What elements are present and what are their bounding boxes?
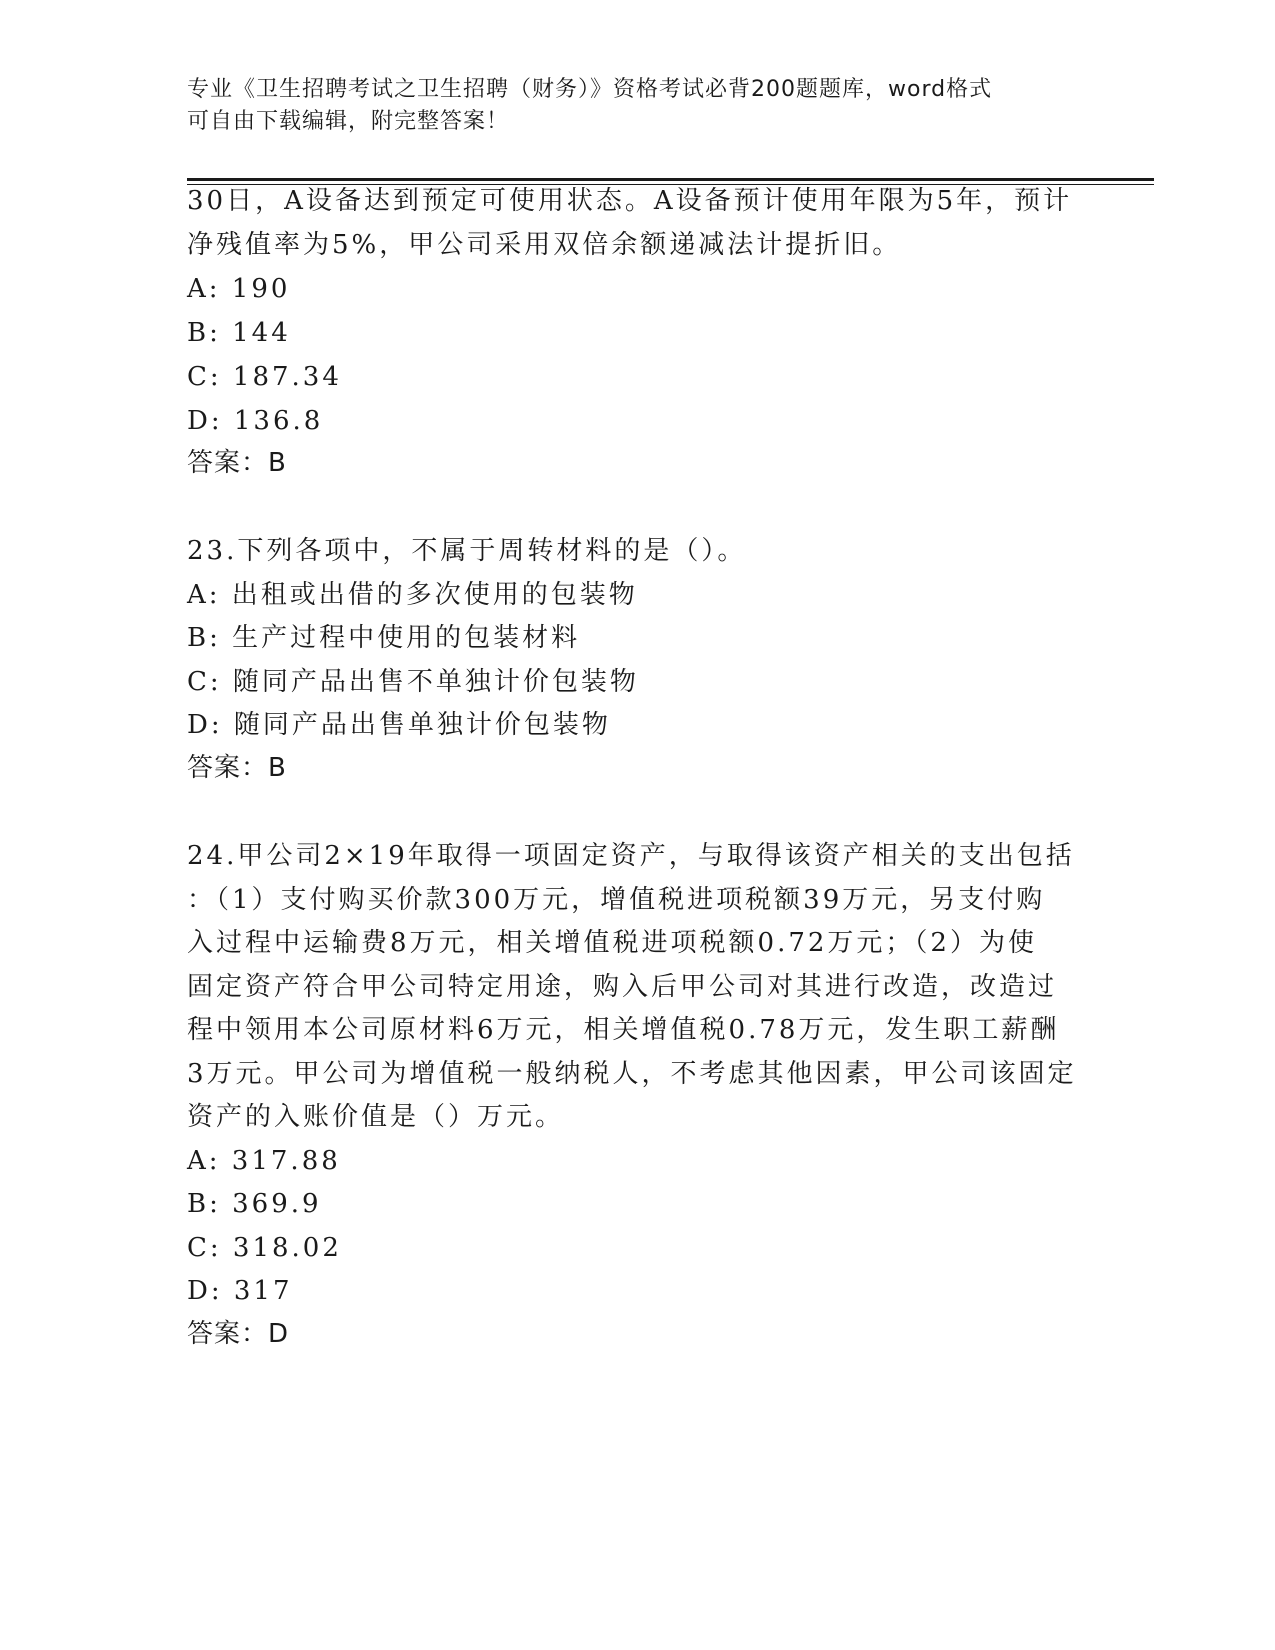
q24-text-line-1: 24.甲公司2×19年取得一项固定资产，与取得该资产相关的支出包括 <box>187 841 1075 871</box>
q22-option-b: B: 144 <box>187 318 291 348</box>
q23-option-a: A: 出租或出借的多次使用的包装物 <box>187 580 638 610</box>
q24-option-c: C: 318.02 <box>187 1233 342 1263</box>
q22-option-d: D: 136.8 <box>187 406 324 436</box>
header-divider-thick <box>187 178 1154 181</box>
q24-text-line-6: 3万元。甲公司为增值税一般纳税人，不考虑其他因素，甲公司该固定 <box>187 1059 1077 1089</box>
q22-answer: 答案：B <box>187 448 287 478</box>
q24-option-a: A: 317.88 <box>187 1146 341 1176</box>
header-divider-thin <box>187 184 1154 185</box>
q24-option-d: D: 317 <box>187 1276 293 1306</box>
q23-option-d: D: 随同产品出售单独计价包装物 <box>187 710 611 740</box>
q23-option-b: B: 生产过程中使用的包装材料 <box>187 623 581 653</box>
q24-text-line-2: ：（1）支付购买价款300万元，增值税进项税额39万元，另支付购 <box>187 885 1046 915</box>
header-title-line-1: 专业《卫生招聘考试之卫生招聘（财务）》资格考试必背200题题库，word格式 <box>187 77 993 102</box>
header-title-line-2: 可自由下载编辑，附完整答案！ <box>187 109 510 134</box>
q24-option-b: B: 369.9 <box>187 1189 322 1219</box>
q23-answer: 答案：B <box>187 753 287 783</box>
q23-question: 23.下列各项中，不属于周转材料的是（）。 <box>187 536 747 566</box>
q23-option-c: C: 随同产品出售不单独计价包装物 <box>187 667 639 697</box>
q24-text-line-4: 固定资产符合甲公司特定用途，购入后甲公司对其进行改造，改造过 <box>187 972 1058 1002</box>
q22-option-c: C: 187.34 <box>187 362 342 392</box>
q24-answer: 答案：D <box>187 1319 290 1349</box>
document-header <box>187 74 1067 138</box>
q24-text-line-7: 资产的入账价值是（）万元。 <box>187 1102 565 1132</box>
q24-text-line-5: 程中领用本公司原材料6万元，相关增值税0.78万元，发生职工薪酬 <box>187 1015 1060 1045</box>
q22-text-line-2: 净残值率为5%，甲公司采用双倍余额递减法计提折旧。 <box>187 230 902 260</box>
q24-text-line-3: 入过程中运输费8万元，相关增值税进项税额0.72万元；（2）为使 <box>187 928 1037 958</box>
q22-option-a: A: 190 <box>187 274 291 304</box>
q22-text-line-1: 30日，A设备达到预定可使用状态。A设备预计使用年限为5年，预计 <box>187 186 1073 216</box>
